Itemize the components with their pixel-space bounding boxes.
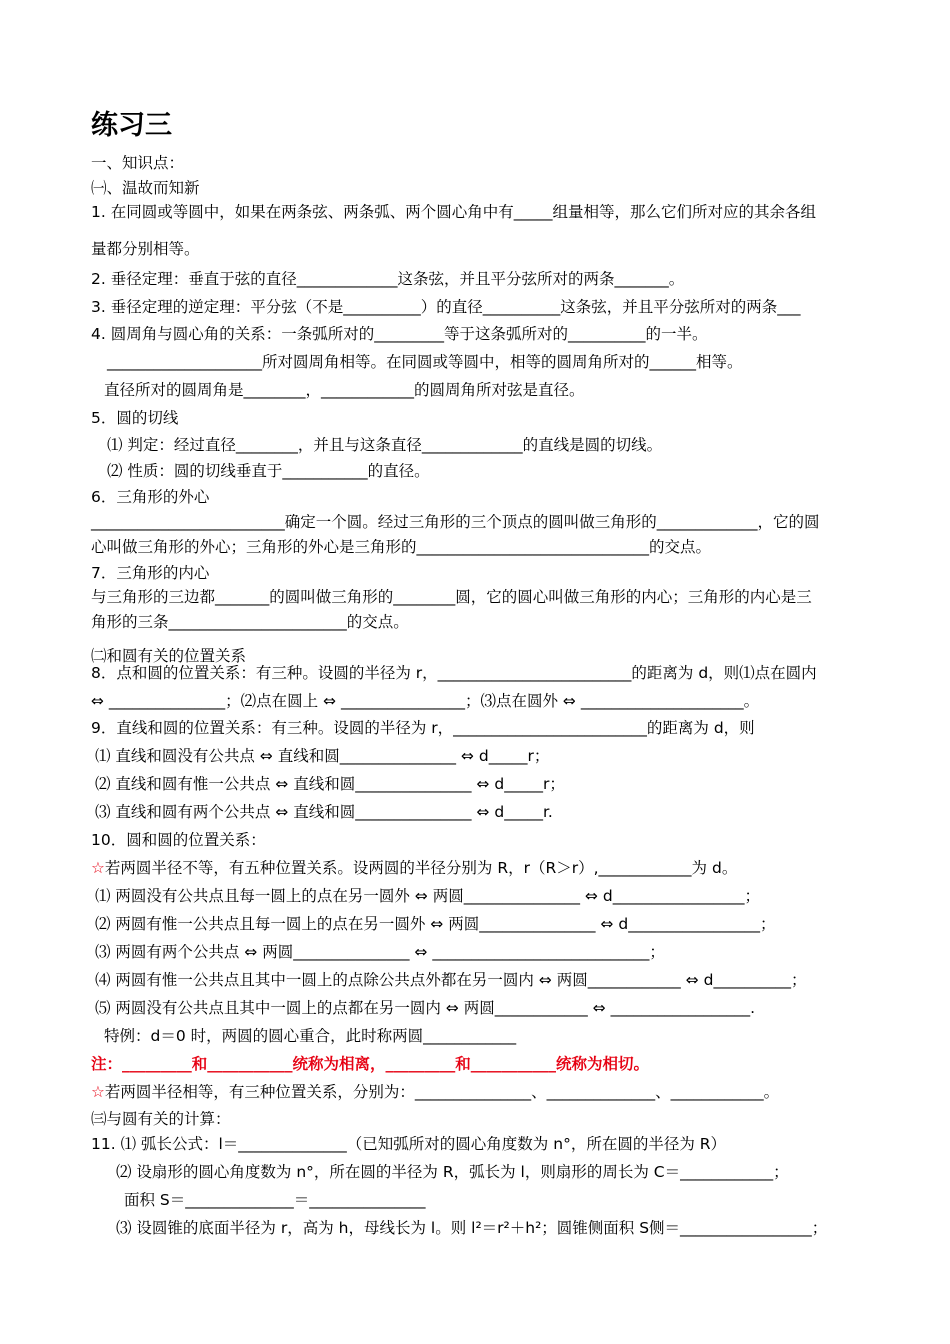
item-4-line-1: 4. 圆周角与圆心角的关系：一条弧所对的_________等于这条弧所对的__________的一半。 [91,325,708,343]
equal-radii: ☆若两圆半径相等，有三种位置关系，分别为：_______________、______________、____________。 [91,1083,780,1101]
item-5-heading: 5．圆的切线 [91,409,179,427]
item-9-case-1: ⑴ 直线和圆没有公共点 ⇔ 直线和圆_______________ ⇔ d_____r； [95,747,550,765]
item-8-line-2: ⇔ _______________；⑵点在圆上 ⇔ ________________；⑶点在圆外 ⇔ _____________________。 [91,692,760,710]
section-heading-knowledge: 一、知识点： [91,154,185,172]
item-4-line-2: ____________________所对圆周角相等。在同圆或等圆中，相等的圆周角所对的______相等。 [107,353,743,371]
item-1-line-2: 量都分别相等。 [91,240,200,258]
subsection-calculation: ㈢与圆有关的计算： [91,1110,231,1128]
item-2: 2. 垂径定理：垂直于弦的直径_____________这条弦，并且平分弦所对的两条_______。 [91,270,685,288]
item-6-line-2: 心叫做三角形的外心；三角形的外心是三角形的______________________________的交点。 [91,538,712,556]
item-10-heading: 10．圆和圆的位置关系： [91,831,266,849]
item-7-line-1: 与三角形的三边都_______的圆叫做三角形的________圆，它的圆心叫做三角形的内心；三角形的内心是三 [91,588,812,606]
item-11-sector: ⑵ 设扇形的圆心角度数为 n°，所在圆的半径为 R，弧长为 l，则扇形的周长为 C＝____________； [116,1163,789,1181]
subsection-review: ㈠、温故而知新 [91,179,200,197]
item-7-line-2: 角形的三条_______________________的交点。 [91,613,409,631]
item-11-arc-length: 11. ⑴ 弧长公式：l＝______________（已知弧所对的圆心角度数为 n°，所在圆的半径为 R） [91,1135,727,1153]
item-10-unequal-radii: ☆若两圆半径不等，有五种位置关系。设两圆的半径分别为 R，r（R＞r）,____________为 d。 [91,859,738,877]
item-1-line-1: 1. 在同圆或等圆中，如果在两条弦、两条弧、两个圆心角中有_____组量相等，那么它们所对应的其余各组 [91,203,816,221]
item-3: 3. 垂径定理的逆定理：平分弦（不是__________）的直径__________这条弦，并且平分弦所对的两条___ [91,298,801,316]
item-8-line-1: 8．点和圆的位置关系：有三种。设圆的半径为 r，_________________________的距离为 d，则⑴点在圆内 [91,664,817,682]
item-9-heading: 9．直线和圆的位置关系：有三种。设圆的半径为 r，_________________________的距离为 d，则 [91,719,755,737]
subsection-position: ㈡和圆有关的位置关系 [91,647,247,665]
item-10-case-3: ⑶ 两圆有两个公共点 ⇔ 两圆_______________ ⇔ ____________________________； [95,943,665,961]
item-9-case-3: ⑶ 直线和圆有两个公共点 ⇔ 直线和圆_______________ ⇔ d_____r. [95,803,553,821]
special-case: 特例：d＝0 时，两圆的圆心重合，此时称两圆____________ [104,1027,517,1045]
item-5-judge: ⑴ 判定：经过直径________，并且与这条直径_____________的直线是圆的切线。 [107,436,663,454]
item-4-line-3: 直径所对的圆周角是________，____________的圆周角所对弦是直径。 [104,381,585,399]
item-9-case-2: ⑵ 直线和圆有惟一公共点 ⇔ 直线和圆_______________ ⇔ d_____r； [95,775,565,793]
item-10-case-4: ⑷ 两圆有惟一公共点且其中一圆上的点除公共点外都在另一圆内 ⇔ 两圆____________ ⇔ d__________； [95,971,807,989]
item-6-heading: 6．三角形的外心 [91,488,210,506]
item-10-case-5: ⑸ 两圆没有公共点且其中一圆上的点都在另一圆内 ⇔ 两圆____________ ⇔ __________________. [95,999,756,1017]
item-10-case-2: ⑵ 两圆有惟一公共点且每一圆上的点在另一圆外 ⇔ 两圆_______________ ⇔ d_________________； [95,915,776,933]
item-11-cone: ⑶ 设圆锥的底面半径为 r，高为 h，母线长为 l。则 l²＝r²＋h²；圆锥侧面积 S侧＝_________________； [116,1219,828,1237]
item-10-case-1: ⑴ 两圆没有公共点且每一圆上的点在另一圆外 ⇔ 两圆_______________ ⇔ d_________________； [95,887,760,905]
item-6-line-1: _________________________确定一个圆。经过三角形的三个顶点的圆叫做三角形的_____________，它的圆 [91,513,820,531]
page-title: 练习三 [91,110,172,141]
item-11-sector-area: 面积 S＝______________＝_______________ [124,1191,426,1209]
item-5-property: ⑵ 性质：圆的切线垂直于___________的直径。 [107,462,430,480]
note-red: 注：_________和___________统称为相离，_________和___________统称为相切。 [91,1055,650,1073]
item-7-heading: 7．三角形的内心 [91,564,210,582]
